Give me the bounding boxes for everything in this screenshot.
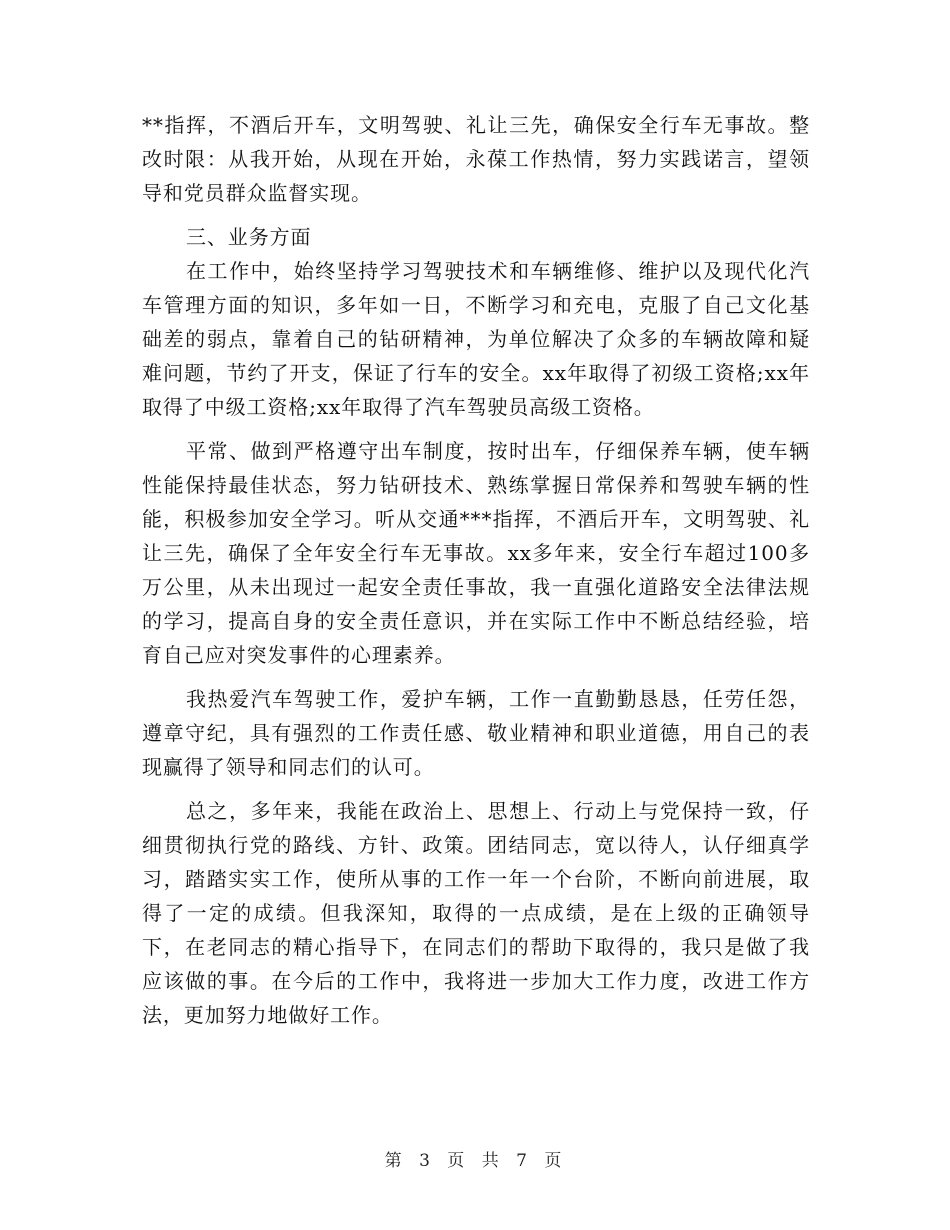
paragraph-love-of-work: 我热爱汽车驾驶工作，爱护车辆，工作一直勤勤恳恳，任劳任怨，遵章守纪，具有强烈的工作责任感、敬业精神和职业道德，用自己的表现赢得了领导和同志们的认可。 (142, 687, 810, 779)
document-body (142, 108, 810, 1032)
paragraph-daily-safety: 平常、做到严格遵守出车制度，按时出车，仔细保养车辆，使车辆性能保持最佳状态，努力钻研技术、熟练掌握日常保养和驾驶车辆的性能，积极参加安全学习。听从交通***指挥，不酒后开车，文明驾驶、礼让三先，确保了全年安全行车无事故。xx多年来，安全行车超过100多万公里，从未出现过一起安全责任事故，我一直强化道路安全法律法规的学习，提高自身的安全责任意识，并在实际工作中不断总结经验，培育自己应对突发事件的心理素养。 (142, 439, 810, 667)
paragraph-summary: 总之，多年来，我能在政治上、思想上、行动上与党保持一致，仔细贯彻执行党的路线、方针、政策。团结同志，宽以待人，认仔细真学习，踏踏实实工作，使所从事的工作一年一个台阶，不断向前进展，取得了一定的成绩。但我深知，取得的一点成绩，是在上级的正确领导下，在老同志的精心指导下，在同志们的帮助下取得的，我只是做了我应该做的事。在今后的工作中，我将进一步加大工作力度，改进工作方法，更加努力地做好工作。 (142, 799, 810, 1027)
paragraph-rectification: **指挥，不酒后开车，文明驾驶、礼让三先，确保安全行车无事故。整改时限：从我开始，从现在开始，永葆工作热情，努力实践诺言，望领导和党员群众监督实现。 (142, 113, 810, 205)
page-number-footer: 第 3 页 共 7 页 (384, 1151, 566, 1171)
section-heading-business: 三、业务方面 (186, 225, 312, 249)
paragraph-work-learning: 在工作中，始终坚持学习驾驶技术和车辆维修、维护以及现代化汽车管理方面的知识，多年如一日，不断学习和充电，克服了自己文化基础差的弱点，靠着自己的钻研精神，为单位解决了众多的车辆故障和疑难问题，节约了开支，保证了行车的安全。xx年取得了初级工资格;xx年取得了中级工资格;xx年取得了汽车驾驶员高级工资格。 (142, 259, 810, 419)
